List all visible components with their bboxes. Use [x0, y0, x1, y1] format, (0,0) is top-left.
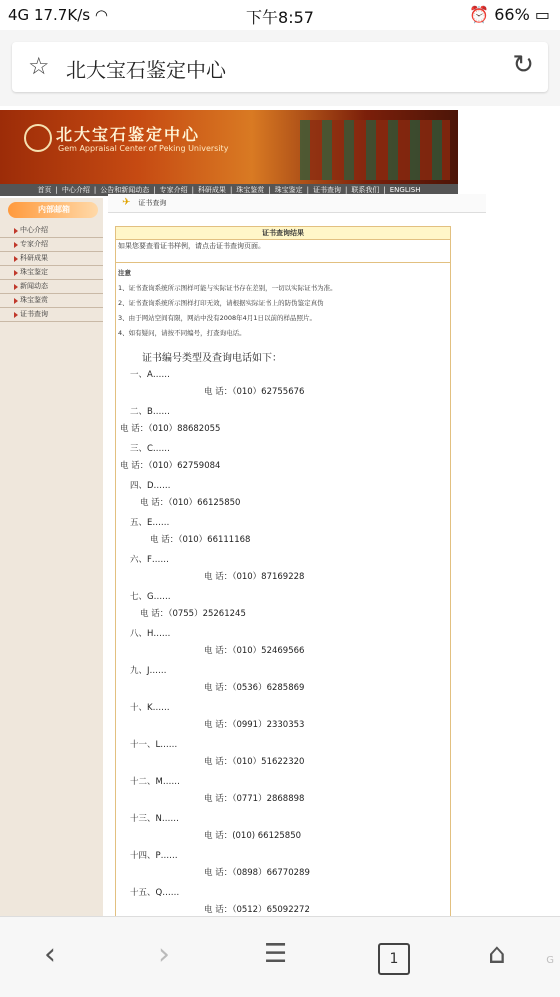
sidebar-item[interactable]: [0, 294, 103, 308]
phone-entry: [116, 516, 450, 553]
phone-entry: [116, 368, 450, 405]
entry-label: 三、C……: [130, 444, 170, 454]
nav-item[interactable]: 珠宝鉴定: [274, 186, 303, 194]
entry-phone: 电 话：（010）52469566: [204, 646, 305, 656]
entry-label: 七、G……: [130, 592, 171, 602]
sidebar: [0, 198, 103, 916]
sidebar-item[interactable]: [0, 224, 103, 238]
phone-entry: [116, 664, 450, 701]
entry-label: 十五、Q……: [130, 888, 180, 898]
phone-list-title: 证书编号类型及查询电话如下：: [142, 353, 282, 364]
nav-item[interactable]: 珠宝鉴赏: [236, 186, 265, 194]
note-item: 3、由于网站空间有限，网站中没有2008年4月1日以前的样品照片。: [118, 314, 316, 322]
result-panel: [115, 226, 451, 916]
entry-phone: 电 话：(010) 66125850: [204, 831, 302, 841]
entry-label: 八、H……: [130, 629, 171, 639]
entry-phone: 电 话：（0536）6285869: [204, 683, 305, 693]
phone-entry: [116, 479, 450, 516]
triangle-bullet-icon: [14, 298, 18, 304]
note-item: 2、证书查询系统所示图样打印无效，请根据实际证书上的防伪鉴定真伪: [118, 299, 324, 307]
intro-text: 如果您要查看证书样例，请点击证书查询页面。: [116, 240, 450, 263]
alarm-icon: ⏰: [469, 5, 490, 24]
entry-phone: 电 话：（0755）25261245: [140, 609, 246, 619]
entry-label: 十、K……: [130, 703, 170, 713]
nav-item[interactable]: 中心介绍: [61, 186, 90, 194]
status-bar: [0, 0, 560, 30]
sidebar-item-label: 珠宝鉴定: [20, 268, 48, 276]
sidebar-item-label: 中心介绍: [20, 226, 48, 234]
nav-item[interactable]: 科研成果: [197, 186, 226, 194]
page-title[interactable]: 北大宝石鉴定中心: [66, 58, 226, 82]
triangle-bullet-icon: [14, 256, 18, 262]
triangle-bullet-icon: [14, 228, 18, 234]
phone-entry: [116, 701, 450, 738]
entry-phone: 电 话：（010）62755676: [204, 387, 305, 397]
entry-label: 四、D……: [130, 481, 171, 491]
sidebar-item[interactable]: [0, 252, 103, 266]
phone-entry: [116, 442, 450, 479]
nav-separator: |: [55, 186, 58, 194]
entry-phone: 电 话：（010）51622320: [204, 757, 305, 767]
phone-entry: [116, 849, 450, 886]
entry-label: 十一、L……: [130, 740, 178, 750]
menu-icon[interactable]: ☰: [264, 939, 288, 969]
home-icon[interactable]: ⌂: [488, 937, 506, 970]
note-title: 注意: [118, 269, 131, 277]
watermark-logo: G: [546, 955, 554, 966]
nav-item[interactable]: 证书查询: [313, 186, 342, 194]
bird-icon: ✈: [122, 197, 131, 208]
entry-phone: 电 话：（0771）2868898: [204, 794, 305, 804]
nav-item[interactable]: 首页: [37, 186, 52, 194]
sidebar-item[interactable]: [0, 238, 103, 252]
status-time: 下午8:57: [246, 8, 314, 27]
phone-list: [116, 368, 450, 916]
sidebar-item-label: 证书查询: [20, 310, 48, 318]
entry-phone: 电 话：（0991）2330353: [204, 720, 305, 730]
entry-phone: 电 话：（0898）66770289: [204, 868, 310, 878]
sidebar-item[interactable]: [0, 266, 103, 280]
nav-separator: |: [306, 186, 310, 194]
network-speed: 17.7K/s: [33, 6, 91, 24]
note-item: 4、如有疑问，请按不同编号，打查询电话。: [118, 329, 246, 337]
entry-label: 十二、M……: [130, 777, 180, 787]
gate-image: [300, 120, 450, 180]
nav-item[interactable]: 专家介绍: [159, 186, 188, 194]
entry-label: 十四、P……: [130, 851, 178, 861]
entry-label: 十三、N……: [130, 814, 179, 824]
university-logo-icon: [24, 124, 52, 152]
forward-icon[interactable]: ›: [158, 937, 170, 972]
sidebar-item-label: 新闻动态: [20, 282, 48, 290]
entry-phone: 电 话：（010）66111168: [150, 535, 251, 545]
nav-separator: |: [191, 186, 194, 194]
entry-phone: 电 话：（0512）65092272: [204, 905, 310, 915]
triangle-bullet-icon: [14, 270, 18, 276]
site-title: 北大宝石鉴定中心: [56, 125, 201, 144]
phone-entry: [116, 812, 450, 849]
entry-label: 二、B……: [130, 407, 170, 417]
result-header: 证书查询结果: [116, 227, 450, 240]
address-bar[interactable]: [12, 42, 548, 92]
nav-separator: |: [153, 186, 156, 194]
address-bar-area: [0, 30, 560, 106]
reload-icon[interactable]: ↻: [512, 50, 534, 80]
entry-label: 六、F……: [130, 555, 169, 565]
phone-entry: [116, 627, 450, 664]
note-item: 1、证书查询系统所示图样可能与实际证书存在差别，一切以实际证书为准。: [118, 284, 337, 292]
nav-item[interactable]: 公告和新闻动态: [100, 186, 150, 194]
phone-entry: [116, 886, 450, 916]
triangle-bullet-icon: [14, 284, 18, 290]
phone-entry: [116, 738, 450, 775]
tab-count-button[interactable]: 1: [378, 943, 410, 975]
entry-label: 一、A……: [130, 370, 170, 380]
wifi-icon: ◠: [94, 6, 108, 24]
back-icon[interactable]: ‹: [44, 937, 56, 972]
site-subtitle: Gem Appraisal Center of Peking University: [58, 144, 229, 153]
browser-toolbar: [0, 916, 560, 997]
phone-entry: [116, 590, 450, 627]
nav-separator: |: [345, 186, 348, 194]
phone-entry: [116, 405, 450, 442]
triangle-bullet-icon: [14, 312, 18, 318]
bookmark-star-icon[interactable]: ☆: [28, 52, 50, 80]
notes: [116, 266, 450, 341]
phone-entry: [116, 553, 450, 590]
entry-label: 五、E……: [130, 518, 170, 528]
entry-label: 九、J……: [130, 666, 167, 676]
web-content: [0, 106, 560, 916]
nav-separator: |: [229, 186, 233, 194]
nav-item[interactable]: ENGLISH: [389, 186, 421, 194]
sidebar-item[interactable]: [0, 280, 103, 294]
entry-phone: 电 话：（010）62759084: [120, 461, 221, 471]
phone-entry: [116, 775, 450, 812]
entry-phone: 电 话：（010）87169228: [204, 572, 305, 582]
entry-phone: 电 话：（010）66125850: [140, 498, 241, 508]
nav-separator: |: [383, 186, 386, 194]
site-banner: [0, 110, 458, 184]
nav-item[interactable]: 联系我们: [351, 186, 380, 194]
sidebar-item-label: 科研成果: [20, 254, 48, 262]
entry-phone: 电 话：（010）88682055: [120, 424, 221, 434]
sidebar-item[interactable]: [0, 308, 103, 322]
triangle-bullet-icon: [14, 242, 18, 248]
breadcrumb-label: 证书查询: [138, 199, 167, 207]
nav-separator: |: [268, 186, 271, 194]
sidebar-item-label: 珠宝鉴赏: [20, 296, 48, 304]
sidebar-item-label: 专家介绍: [20, 240, 48, 248]
signal-text: 4G: [8, 6, 30, 24]
sidebar-mail-button[interactable]: 内部邮箱: [8, 202, 98, 218]
battery-icon: ▭: [534, 5, 550, 24]
breadcrumb: [108, 194, 486, 213]
status-right: [469, 5, 550, 24]
battery-text: 66%: [494, 5, 530, 24]
nav-separator: |: [93, 186, 97, 194]
sidebar-list: [0, 224, 103, 322]
